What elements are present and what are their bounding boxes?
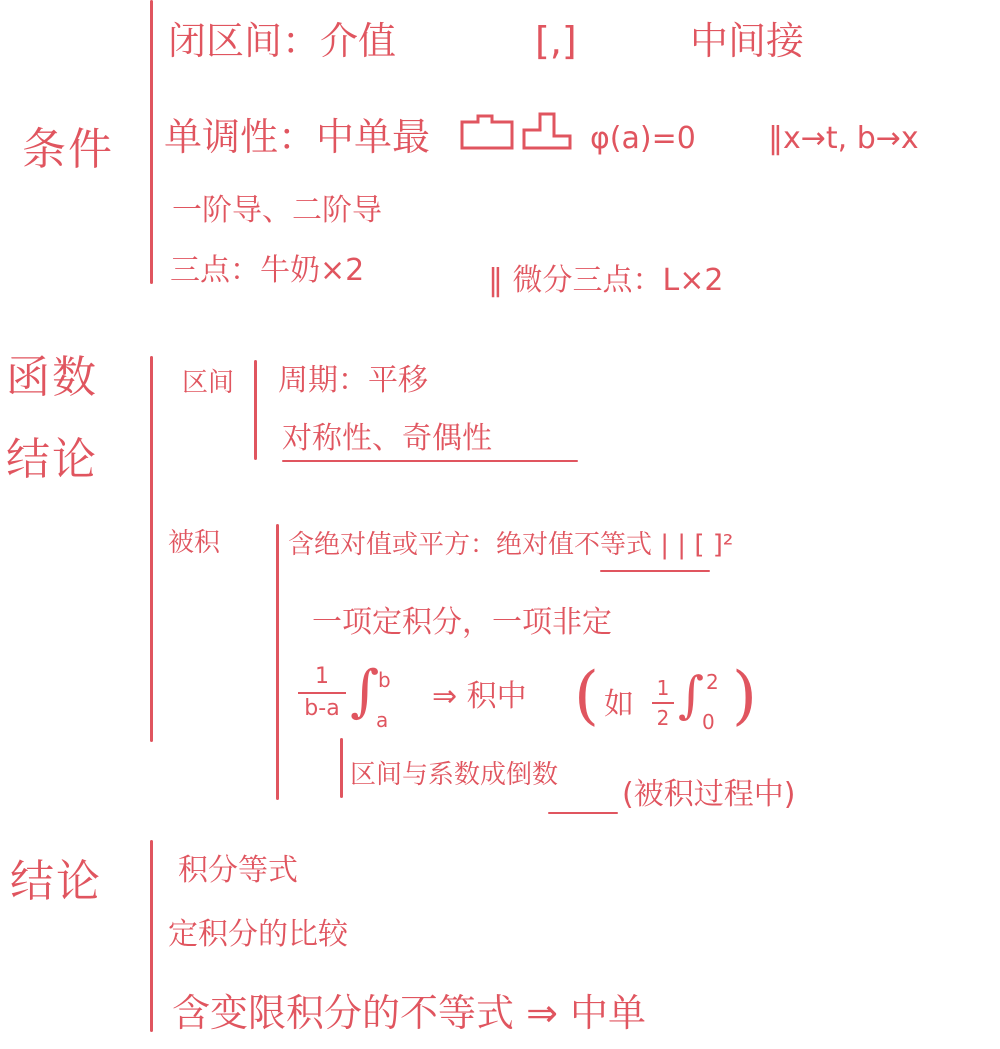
example-upper-limit: 2 — [706, 670, 719, 694]
integrand-label: 被积 — [168, 528, 221, 558]
fraction-one-half — [652, 676, 674, 730]
derivatives-line: 一阶导、二阶导 — [172, 193, 382, 228]
conclusions-divider — [150, 840, 153, 1032]
integral-sign-icon: ∫ — [678, 666, 705, 724]
variable-limit-line: 含变限积分的不等式 ⇒ 中单 — [172, 991, 646, 1035]
monotonic-line: 单调性：中单最 — [164, 115, 431, 159]
function-divider — [150, 356, 153, 742]
interval-divider — [254, 360, 257, 460]
fraction-denominator: b-a — [304, 696, 340, 722]
bracket-symbol: [,] — [535, 19, 577, 63]
three-points-line: 三点：牛奶×2 — [170, 253, 365, 288]
half-denominator: 2 — [656, 706, 670, 730]
integral-compare-line: 定积分的比较 — [168, 917, 348, 952]
function-label-line1: 函数 — [6, 352, 98, 403]
example-prefix: 如 — [604, 687, 634, 722]
conditions-divider — [150, 0, 153, 284]
integral-equation-line: 积分等式 — [178, 853, 298, 888]
integral-sign-icon: ∫ — [350, 659, 380, 724]
mean-value-note: 中间接 — [690, 19, 805, 63]
reciprocal-divider — [340, 738, 343, 798]
implies-arrow-icon: ⇒ 积中 — [432, 679, 527, 714]
limit-expression: ‖x→t, b→x — [768, 121, 919, 156]
conclusions-label: 结论 — [10, 856, 102, 907]
closed-interval-line: 闭区间：介值 — [168, 19, 397, 63]
fraction-bar — [298, 692, 346, 694]
reciprocal-underline — [548, 812, 618, 814]
three-points-alt: ‖ 微分三点：L×2 — [488, 263, 724, 298]
fraction-1-over-b-minus-a — [298, 664, 346, 723]
period-line: 周期：平移 — [278, 363, 428, 398]
interval-label: 区间 — [182, 368, 235, 398]
definite-split-line: 一项定积分，一项非定 — [312, 605, 612, 640]
paren-left: ( — [574, 659, 599, 733]
integrand-divider — [276, 524, 279, 800]
in-process-note: (被积过程中) — [622, 777, 796, 812]
symmetry-underline — [282, 460, 578, 462]
conditions-label: 条件 — [22, 124, 114, 175]
function-label-line2: 结论 — [6, 434, 98, 485]
phi-expression: φ(a)=0 — [590, 121, 696, 156]
half-bar — [652, 702, 674, 704]
fraction-numerator: 1 — [315, 664, 329, 689]
step-shape-icon — [458, 108, 578, 154]
abs-square-line: 含绝对值或平方：绝对值不等式 | | [ ]² — [288, 530, 734, 560]
interval-reciprocal-line: 区间与系数成倒数 — [350, 760, 559, 790]
integral-lower-limit: a — [376, 708, 389, 732]
integral-upper-limit: b — [378, 668, 391, 692]
half-numerator: 1 — [656, 676, 670, 700]
paren-right: ) — [732, 659, 757, 733]
symmetry-line: 对称性、奇偶性 — [282, 421, 492, 456]
abs-underline — [600, 570, 710, 572]
example-lower-limit: 0 — [702, 710, 715, 734]
